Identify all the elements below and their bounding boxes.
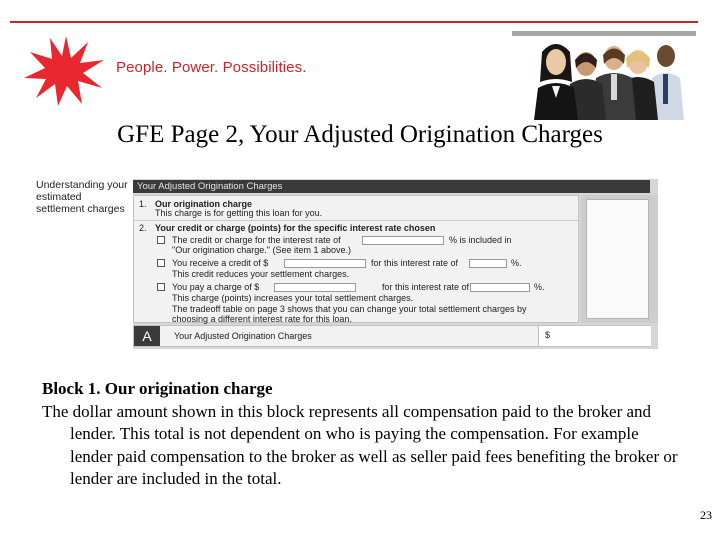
- form-header: Your Adjusted Origination Charges: [133, 180, 650, 193]
- option2-percent: %.: [511, 258, 522, 268]
- option3-rate-field[interactable]: [470, 283, 530, 292]
- option3-text-mid: for this interest rate of: [382, 282, 470, 292]
- total-letter-badge: A: [134, 326, 160, 346]
- row-divider: [134, 220, 578, 221]
- item1-number: 1.: [139, 199, 147, 209]
- footer-background: [8, 492, 712, 532]
- total-amount-field[interactable]: $: [538, 326, 651, 346]
- header-gray-rule: [512, 31, 696, 36]
- slide-title: GFE Page 2, Your Adjusted Origination Charges: [117, 121, 603, 148]
- gfe-form-excerpt: [133, 179, 658, 349]
- header-red-rule: [10, 21, 698, 23]
- option3-charge-field[interactable]: [274, 283, 356, 292]
- option2-text: You receive a credit of $: [172, 258, 269, 268]
- option3-note: This charge (points) increases your total settlement charges.: [172, 293, 414, 303]
- form-body: [133, 195, 579, 323]
- professionals-photo: [520, 38, 684, 120]
- item1-text: This charge is for getting this loan for you.: [155, 208, 323, 218]
- aside-label: Understanding your estimated settlement charges: [36, 179, 128, 215]
- form-amount-column: [581, 195, 658, 323]
- option1-checkbox[interactable]: [157, 236, 165, 244]
- option1-text-suffix: % is included in: [449, 235, 512, 245]
- description-text: The dollar amount shown in this block represents all compensation paid to the broker and lender. This total is not dependent on who is paying the compensation. For example lender paid compensation to the broker as well as seller paid fees benefiting the broker or lender are included in the total.: [42, 401, 678, 488]
- option3-text: You pay a charge of $: [172, 282, 260, 292]
- tradeoff-text-2: choosing a different interest rate for this loan.: [172, 314, 352, 324]
- starburst-logo-icon: [22, 34, 106, 106]
- option1-rate-field[interactable]: [362, 236, 444, 245]
- amount-box[interactable]: [586, 199, 649, 319]
- option2-text-mid: for this interest rate of: [371, 258, 459, 268]
- option3-checkbox[interactable]: [157, 283, 165, 291]
- option2-rate-field[interactable]: [469, 259, 507, 268]
- form-total-row: [133, 325, 650, 347]
- page-number: 23: [700, 508, 712, 522]
- description-block: [42, 378, 682, 491]
- description-heading: Block 1. Our origination charge: [42, 379, 273, 398]
- option2-credit-field[interactable]: [284, 259, 366, 268]
- item2-title: Your credit or charge (points) for the specific interest rate chosen: [155, 223, 436, 233]
- option1-note: "Our origination charge." (See item 1 above.): [172, 245, 351, 255]
- item1-title: Our origination charge: [155, 199, 253, 209]
- tradeoff-text: The tradeoff table on page 3 shows that you can change your total settlement charges by: [172, 304, 527, 314]
- brand-tagline: People. Power. Possibilities.: [116, 59, 307, 76]
- option2-note: This credit reduces your settlement charges.: [172, 269, 350, 279]
- total-label: Your Adjusted Origination Charges: [174, 331, 312, 341]
- option2-checkbox[interactable]: [157, 259, 165, 267]
- item2-number: 2.: [139, 223, 147, 233]
- option3-percent: %.: [534, 282, 545, 292]
- option1-text: The credit or charge for the interest rate of: [172, 235, 341, 245]
